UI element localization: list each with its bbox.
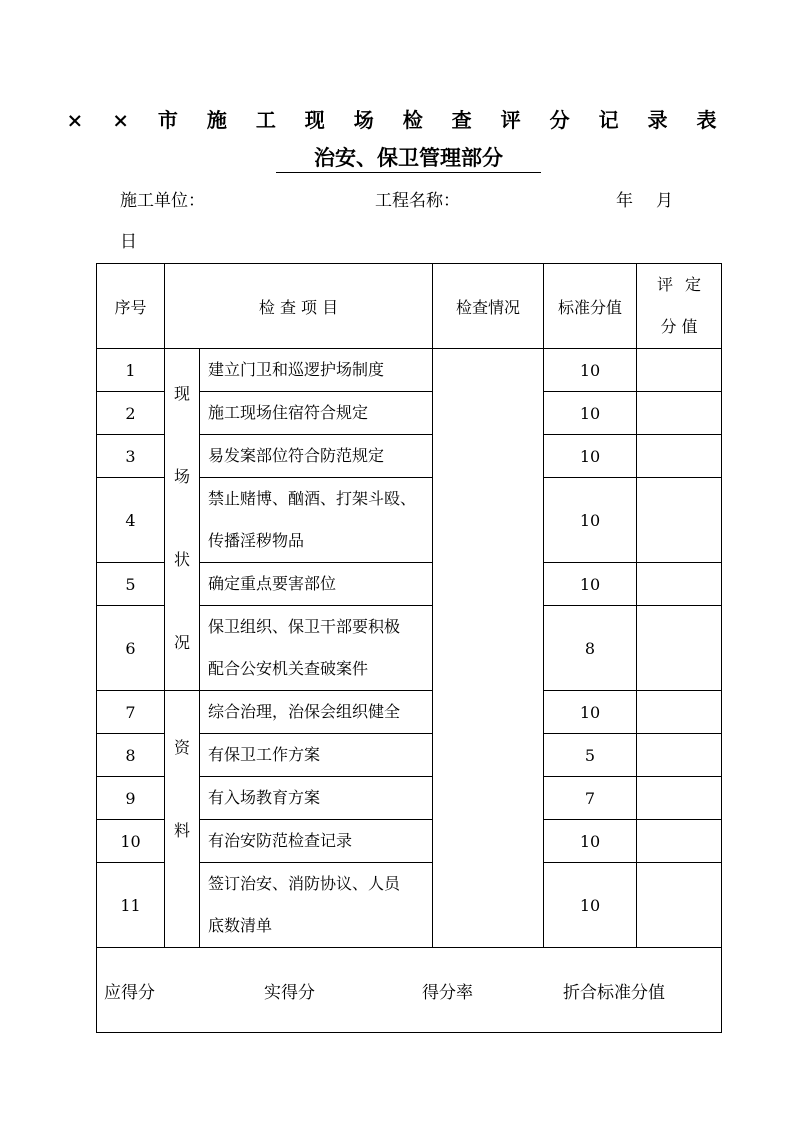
check-item: [200, 606, 433, 691]
document-subtitle: 治安、保卫管理部分: [314, 146, 503, 170]
check-item-line: 传播淫秽物品: [208, 531, 305, 550]
check-item-line: 保卫组织、保卫干部要积极: [208, 617, 401, 636]
evaluated-score-cell[interactable]: [637, 435, 722, 478]
evaluated-score-cell[interactable]: [637, 563, 722, 606]
check-status-cell[interactable]: [433, 349, 544, 948]
document-title: × × 市 施 工 现 场 检 查 评 分 记 录 表: [66, 108, 728, 132]
converted-score-label: 折合标准分值: [563, 983, 665, 1003]
category-char: 现: [173, 384, 190, 403]
construction-unit-label: 施工单位：: [120, 191, 205, 211]
check-item: [200, 392, 433, 435]
category-char: 资: [173, 738, 190, 757]
category-cell: [165, 691, 200, 948]
check-item-line: 有保卫工作方案: [208, 745, 321, 764]
header-eval-top: 评定: [657, 275, 714, 294]
check-item-line: 底数清单: [208, 916, 273, 935]
footer-row: [97, 948, 722, 1033]
category-char: 料: [173, 821, 190, 840]
subtitle-underline: [276, 144, 541, 173]
evaluated-score-cell[interactable]: [637, 478, 722, 563]
evaluated-score-cell[interactable]: [637, 349, 722, 392]
standard-score: 10: [544, 349, 637, 392]
check-item-line: 建立门卫和巡逻护场制度: [208, 360, 385, 379]
standard-score: 10: [544, 392, 637, 435]
evaluated-score-cell[interactable]: [637, 606, 722, 691]
row-number: 4: [97, 478, 165, 563]
actual-score-label: 实得分: [264, 983, 315, 1003]
evaluated-score-cell[interactable]: [637, 734, 722, 777]
row-number: 7: [97, 691, 165, 734]
check-item: [200, 777, 433, 820]
project-name-label: 工程名称：: [375, 191, 460, 211]
footer-cell: [97, 948, 722, 1033]
check-item: [200, 349, 433, 392]
month-label: 月: [656, 191, 673, 211]
evaluated-score-cell[interactable]: [637, 691, 722, 734]
check-item: [200, 734, 433, 777]
header-status: 检查情况: [433, 264, 544, 349]
header-no: 序号: [97, 264, 165, 349]
header-item: 检 查 项 目: [165, 264, 433, 349]
check-item-line: 施工现场住宿符合规定: [208, 403, 369, 422]
check-item-line: 确定重点要害部位: [208, 574, 337, 593]
row-number: 2: [97, 392, 165, 435]
score-rate-label: 得分率: [422, 983, 473, 1003]
header-standard: 标准分值: [544, 264, 637, 349]
check-item-line: 易发案部位符合防范规定: [208, 446, 385, 465]
row-number: 6: [97, 606, 165, 691]
table-row: [97, 691, 722, 734]
check-item-line: 有治安防范检查记录: [208, 831, 353, 850]
row-number: 9: [97, 777, 165, 820]
standard-score: 8: [544, 606, 637, 691]
check-item-line: 有入场教育方案: [208, 788, 321, 807]
header-eval: [637, 264, 722, 349]
standard-score: 10: [544, 863, 637, 948]
category-char: 状: [173, 550, 190, 569]
standard-score: 7: [544, 777, 637, 820]
should-score-label: 应得分: [104, 983, 155, 1003]
row-number: 8: [97, 734, 165, 777]
score-record-table: [96, 263, 722, 1033]
row-number: 3: [97, 435, 165, 478]
year-label: 年: [616, 191, 633, 211]
check-item-line: 禁止赌博、酗酒、打架斗殴、: [208, 489, 417, 508]
evaluated-score-cell[interactable]: [637, 777, 722, 820]
row-number: 1: [97, 349, 165, 392]
check-item-line: 综合治理，治保会组织健全: [208, 702, 401, 721]
check-item: [200, 563, 433, 606]
standard-score: 10: [544, 435, 637, 478]
standard-score: 10: [544, 820, 637, 863]
evaluated-score-cell[interactable]: [637, 820, 722, 863]
table-body: [97, 349, 722, 948]
check-item-line: 签订治安、消防协议、人员: [208, 874, 401, 893]
category-cell: [165, 349, 200, 691]
row-number: 11: [97, 863, 165, 948]
category-char: 场: [173, 467, 190, 486]
row-number: 10: [97, 820, 165, 863]
check-item: [200, 863, 433, 948]
evaluated-score-cell[interactable]: [637, 863, 722, 948]
table-row: [97, 349, 722, 392]
check-item: [200, 478, 433, 563]
standard-score: 10: [544, 563, 637, 606]
table-header-row: [97, 264, 722, 349]
check-item-line: 配合公安机关查破案件: [208, 659, 369, 678]
day-label: 日: [120, 232, 137, 252]
evaluated-score-cell[interactable]: [637, 392, 722, 435]
check-item: [200, 691, 433, 734]
standard-score: 10: [544, 478, 637, 563]
header-eval-bottom: 分 值: [660, 317, 698, 336]
row-number: 5: [97, 563, 165, 606]
check-item: [200, 820, 433, 863]
category-char: 况: [173, 633, 190, 652]
standard-score: 5: [544, 734, 637, 777]
standard-score: 10: [544, 691, 637, 734]
check-item: [200, 435, 433, 478]
